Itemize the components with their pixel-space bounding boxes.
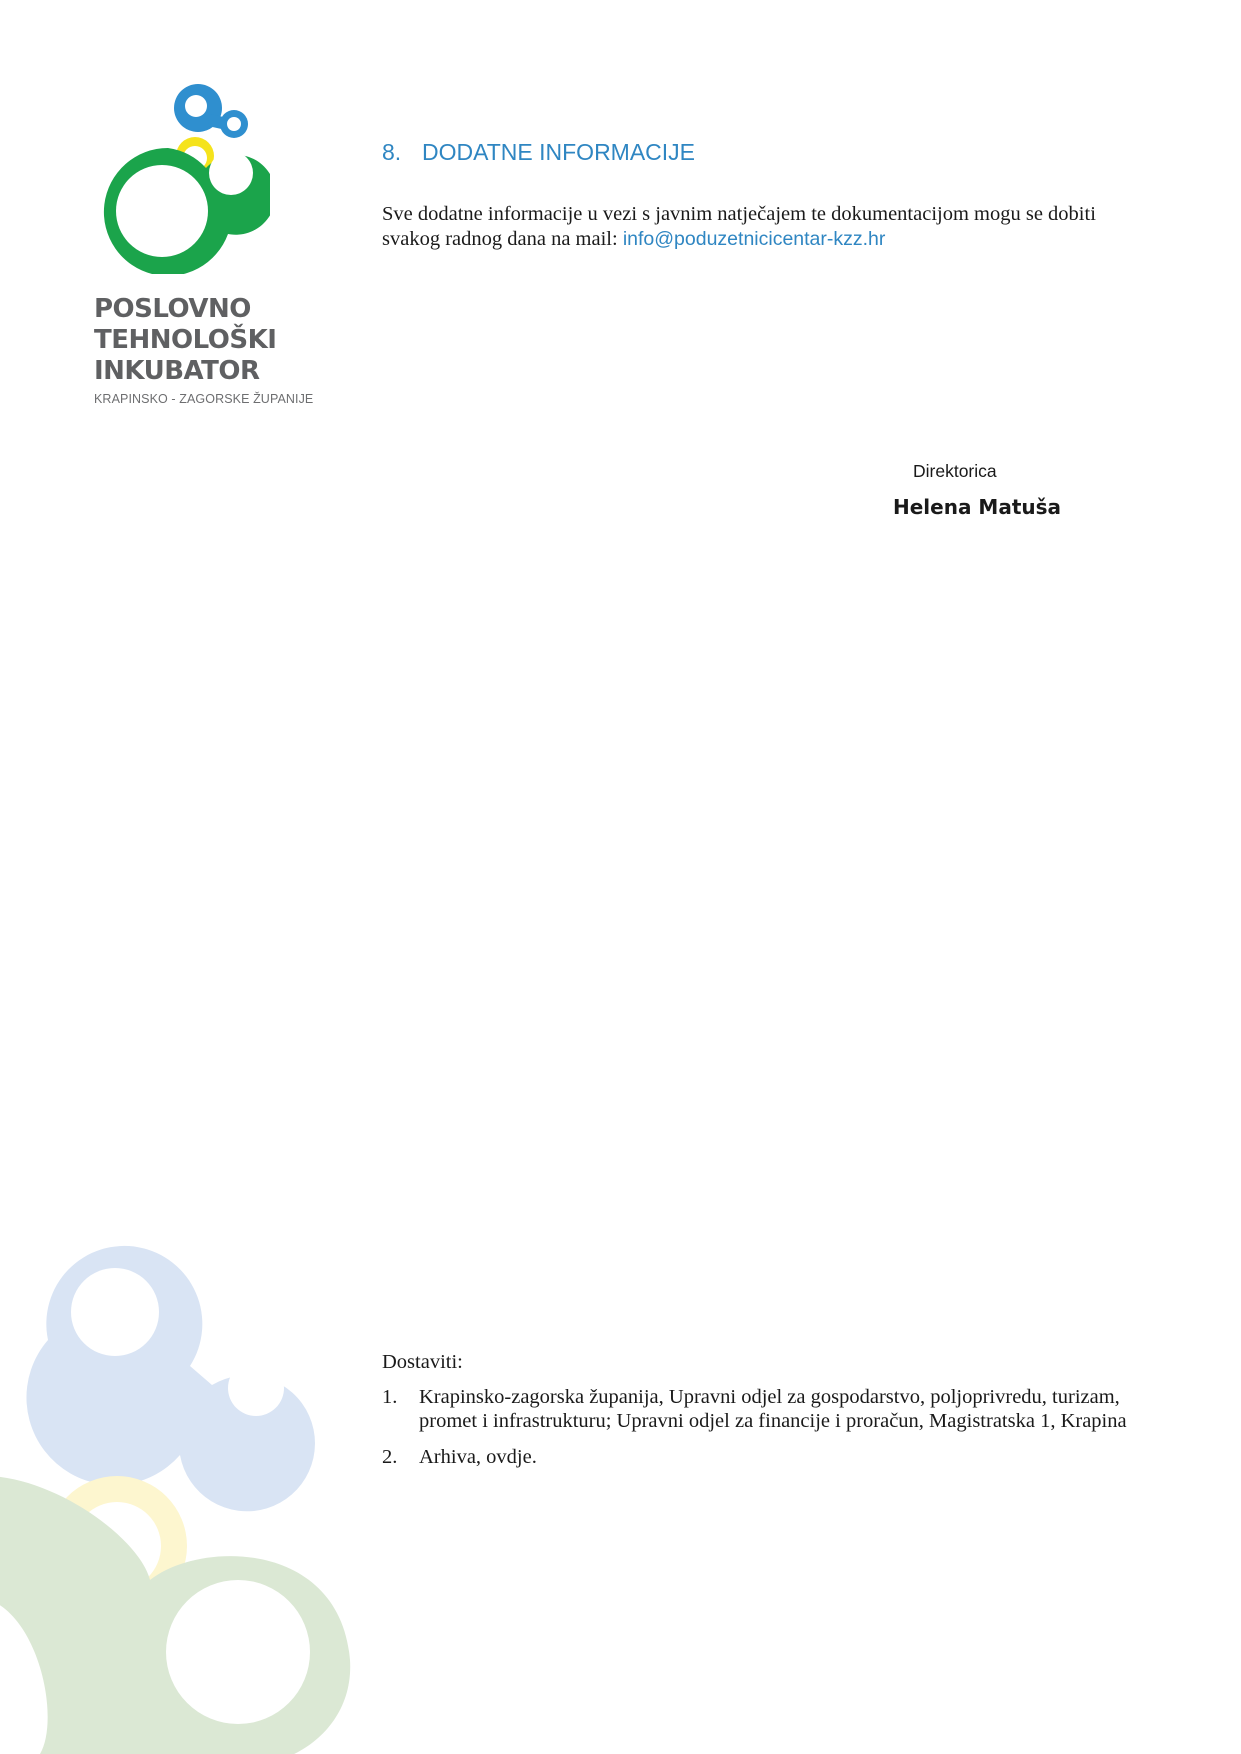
logo-subtitle: KRAPINSKO - ZAGORSKE ŽUPANIJE [94,392,314,406]
list-item-marker: 1. [382,1386,398,1408]
info-paragraph-text: Sve dodatne informacije u vezi s javnim natječajem te dokumentacijom mogu se dobiti svakog radnog dana na mail: [382,203,1096,250]
signature-role: Direktorica [913,461,997,481]
list-item-text: Krapinsko-zagorska županija, Upravni odjel za gospodarstvo, poljoprivredu, turizam, promet i infrastrukturu; Upravni odjel za financije i proračun, Magistratska 1, Krapina [419,1386,1127,1432]
email-link[interactable]: info@poduzetnicicentar-kzz.hr [622,228,886,250]
info-paragraph [382,202,1142,252]
list-item [382,1386,1152,1433]
section-title: DODATNE INFORMACIJE [422,139,696,165]
section-number: 8. [382,139,402,165]
background-decoration [0,1240,380,1754]
list-item-marker: 2. [382,1446,398,1468]
logo-line-3: INKUBATOR [94,356,260,386]
company-logo [86,84,316,414]
logo-wordmark [94,294,276,387]
logo-line-2: TEHNOLOŠKI [94,325,277,355]
list-item-text: Arhiva, ovdje. [419,1446,537,1468]
list-item [382,1446,1152,1470]
signature-name: Helena Matuša [893,495,1062,519]
distribution-title: Dostaviti: [382,1351,463,1373]
logo-line-1: POSLOVNO [94,294,251,324]
distribution-list [382,1386,1152,1483]
section-heading [382,139,695,166]
logo-bubbles-icon [86,84,270,274]
